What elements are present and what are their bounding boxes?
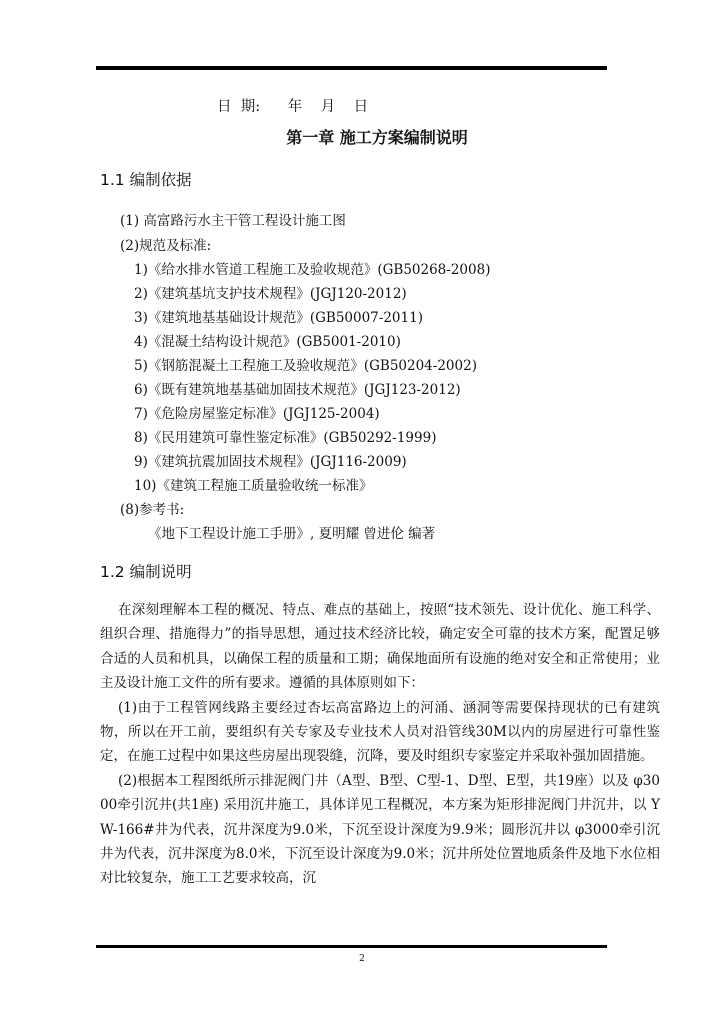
reference-book: 《地下工程设计施工手册》, 夏明耀 曾进伦 编著 bbox=[148, 526, 436, 542]
standard-item: 9)《建筑抗震加固技术规程》(JGJ116-2009) bbox=[134, 454, 407, 470]
standard-item: 6)《既有建筑地基基础加固技术规范》(JGJ123-2012) bbox=[134, 382, 461, 398]
paragraph: 在深刻理解本工程的概况、特点、难点的基础上，按照“技术领先、设计优化、施工科学、组织合理、措施得力”的指导思想，通过技术经济比较，确定安全可靠的技术方案，配置足够合适的人员和机具，以确保工程的质量和工期；确保地面所有设施的绝对安全和正常使用；业主及设计施工文件的所有要求。遵循的具体原则如下： bbox=[100, 602, 660, 692]
footer-rule bbox=[96, 945, 607, 948]
chapter-title: 第一章 施工方案编制说明 bbox=[286, 128, 468, 147]
standard-item: 2)《建筑基坑支护技术规程》(JGJ120-2012) bbox=[134, 286, 407, 302]
basis-item-1: (1) 高富路污水主干管工程设计施工图 bbox=[120, 213, 346, 229]
page-number: 2 bbox=[359, 954, 365, 964]
standard-item: 4)《混凝土结构设计规范》(GB5001-2010) bbox=[134, 334, 401, 350]
basis-item-8: (8)参考书: bbox=[120, 502, 185, 518]
standard-item: 8)《民用建筑可靠性鉴定标准》(GB50292-1999) bbox=[134, 430, 437, 446]
date-line: 日 期: 年 月 日 bbox=[217, 99, 369, 115]
paragraph: (2)根据本工程图纸所示排泥阀门井（A型、B型、C型-1、D型、E型，共19座）以及 φ3000牵引沉井(共1座) 采用沉井施工，具体详见工程概况，本方案为矩形排泥阀门井沉井，以 YW-166#井为代表，沉井深度为9.0米，下沉至设计深度为9.9米；圆形沉井以 φ3000牵引沉井为代表，沉井深度为8.0米，下沉至设计深度为9.0米；沉井所处位置地质条件及地下水位相对比较复杂，施工工艺要求较高，沉 bbox=[100, 772, 660, 887]
section-heading-1-1: 1.1 编制依据 bbox=[100, 171, 192, 189]
section-heading-1-2: 1.2 编制说明 bbox=[100, 563, 192, 581]
standard-item: 3)《建筑地基基础设计规范》(GB50007-2011) bbox=[134, 310, 423, 326]
paragraph: (1)由于工程管网线路主要经过杏坛高富路边上的河涌、涵洞等需要保持现状的已有建筑物，所以在开工前，要组织有关专家及专业技术人员对沿管线30M以内的房屋进行可靠性鉴定，在施工过程中如果这些房屋出现裂缝，沉降，要及时组织专家鉴定并采取补强加固措施。 bbox=[100, 699, 660, 765]
header-rule bbox=[96, 66, 607, 70]
explanation-body bbox=[100, 598, 660, 891]
standard-item: 5)《钢筋混凝土工程施工及验收规范》(GB50204-2002) bbox=[134, 358, 477, 374]
basis-item-2: (2)规范及标准: bbox=[120, 238, 212, 254]
standard-item: 1)《给水排水管道工程施工及验收规范》(GB50268-2008) bbox=[134, 262, 491, 278]
standard-item: 10)《建筑工程施工质量验收统一标准》 bbox=[134, 478, 373, 494]
standard-item: 7)《危险房屋鉴定标准》(JGJ125-2004) bbox=[134, 406, 380, 422]
